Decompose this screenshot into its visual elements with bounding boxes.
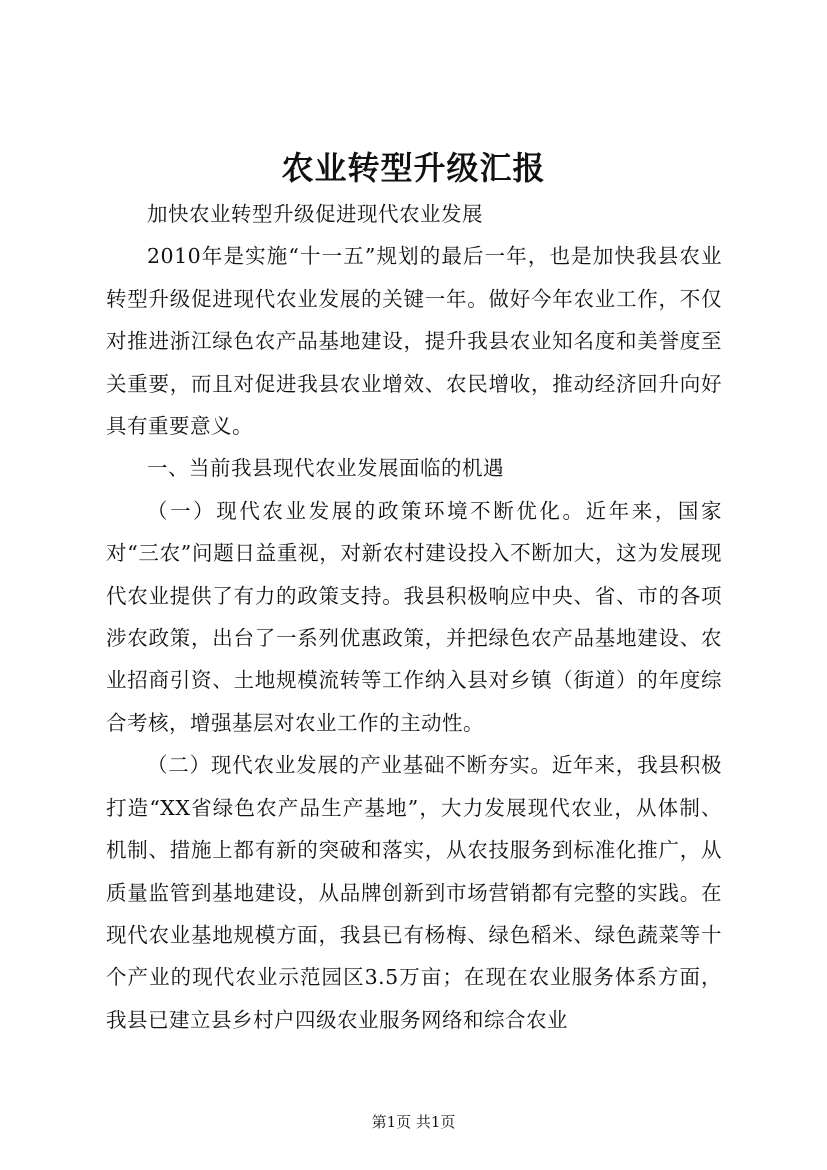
document-body bbox=[106, 193, 722, 1041]
document-title: 农业转型升级汇报 bbox=[281, 149, 546, 187]
body-paragraph-industry: （二）现代农业发展的产业基础不断夯实。近年来，我县积极打造“XX省绿色农产品生产基地”，大力发展现代农业，从体制、机制、措施上都有新的突破和落实，从农技服务到标准化推广，从质量监管到基地建设，从品牌创新到市场营销都有完整的实践。在现代农业基地规模方面，我县已有杨梅、绿色稻米、绿色蔬菜等十个产业的现代农业示范园区3.5万亩；在现在农业服务体系方面，我县已建立县乡村户四级农业服务网络和综合农业 bbox=[106, 753, 722, 1032]
section-heading-opportunities: 一、当前我县现代农业发展面临的机遇 bbox=[147, 456, 504, 481]
body-paragraph-intro: 2010年是实施“十一五”规划的最后一年，也是加快我县农业转型升级促进现代农业发展的关键一年。做好今年农业工作，不仅对推进浙江绿色农产品基地建设，提升我县农业知名度和美誉度至关重要，而且对促进我县农业增效、农民增收，推动经济回升向好具有重要意义。 bbox=[106, 244, 722, 439]
body-paragraph-subtitle: 加快农业转型升级促进现代农业发展 bbox=[147, 202, 483, 226]
body-paragraph-policy: （一）现代农业发展的政策环境不断优化。近年来，国家对“三农”问题日益重视，对新农村建设投入不断加大，这为发展现代农业提供了有力的政策支持。我县积极响应中央、省、市的各项涉农政策，出台了一系列优惠政策，并把绿色农产品基地建设、农业招商引资、土地规模流转等工作纳入县对乡镇（街道）的年度综合考核，增强基层对农业工作的主动性。 bbox=[106, 498, 722, 735]
page-footer: 第1页 共1页 bbox=[371, 1113, 456, 1131]
